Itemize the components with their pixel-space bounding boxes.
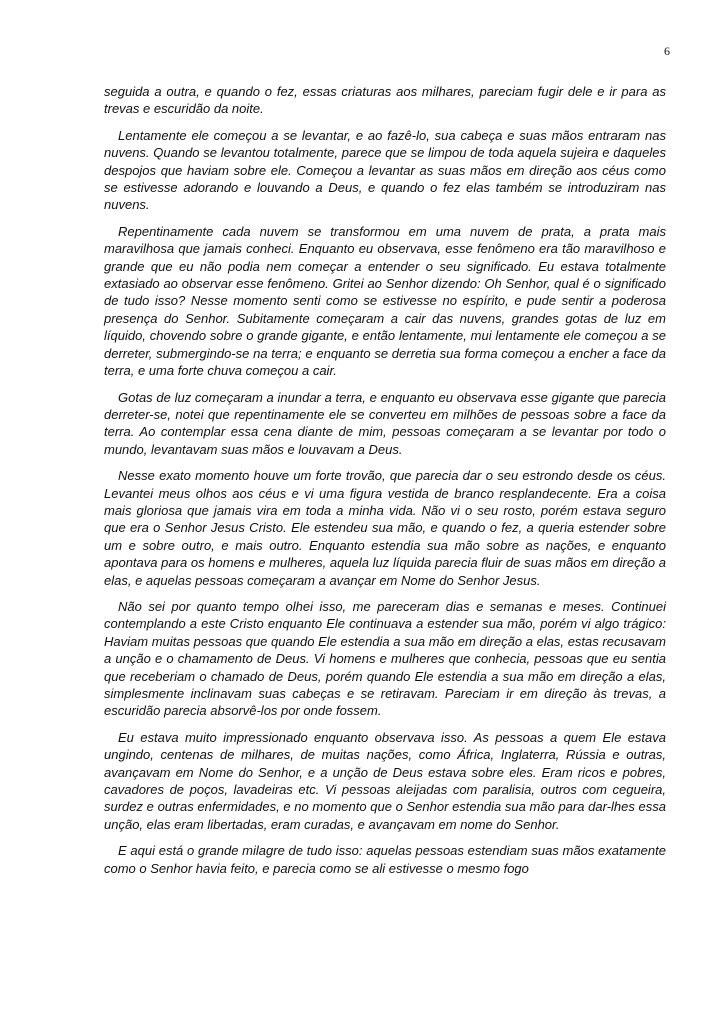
- page-number: 6: [664, 44, 670, 58]
- paragraph: E aqui está o grande milagre de tudo isso: aquelas pessoas estendiam suas mãos exatamente como o Senhor havia feito, e parecia como se ali estivesse o mesmo fogo: [104, 843, 666, 876]
- paragraph: Repentinamente cada nuvem se transformou em uma nuvem de prata, a prata mais maravilhosa que jamais conheci. Enquanto eu observava, esse fenômeno era tão maravilhoso e grande que eu não podia nem começar a entender o seu significado. Eu estava totalmente extasiado ao observar esse fenômeno. Gritei ao Senhor dizendo: Oh Senhor, qual é o significado de tudo isso? Nesse momento senti como se estivesse no espírito, e pude sentir a poderosa presença do Senhor. Subitamente começaram a cair das nuvens, grandes gotas de luz em líquido, chovendo sobre o grande gigante, e então lentamente, mui lentamente ele começou a se derreter, submergindo-se na terra; e enquanto se derretia sua forma começou a encher a face da terra, e uma forte chuva começou a cair.: [104, 223, 666, 379]
- paragraph: Não sei por quanto tempo olhei isso, me pareceram dias e semanas e meses. Continuei contemplando a este Cristo enquanto Ele continuava a estender sua mão, porém vi algo trágico: Haviam muitas pessoas que quando Ele estendia a sua mão em direção a elas, estas recusavam a unção e o chamamento de Deus. Vi homens e mulheres que conhecia, pessoas que eu sentia que receberiam o chamado de Deus, porém quando Ele estendia a sua mão em direção a elas, simplesmente inclinavam suas cabeças e se retiravam. Pareciam ir em direção às trevas, a escuridão parecia absorvê-los por onde fossem.: [104, 598, 666, 719]
- paragraph: seguida a outra, e quando o fez, essas criaturas aos milhares, pareciam fugir dele e ir para as trevas e escuridão da noite.: [104, 84, 666, 117]
- paragraph: Eu estava muito impressionado enquanto observava isso. As pessoas a quem Ele estava ungindo, centenas de milhares, de muitas nações, como África, Inglaterra, Rússia e outras, avançavam em Nome do Senhor, e a unção de Deus estava sobre eles. Eram ricos e pobres, cavadores de poços, lavadeiras etc. Vi pessoas aleijadas com paralisia, outros com cegueira, surdez e outras enfermidades, e no momento que o Senhor estendia sua mão para dar-lhes essa unção, elas eram libertadas, eram curadas, e avançavam em nome do Senhor.: [104, 729, 666, 832]
- document-body: [104, 83, 666, 886]
- paragraph: Gotas de luz começaram a inundar a terra, e enquanto eu observava esse gigante que parecia derreter-se, notei que repentinamente ele se converteu em milhões de pessoas sobre a face da terra. Ao contemplar essa cena diante de mim, pessoas começaram a se levantar por todo o mundo, levantavam suas mãos e louvavam a Deus.: [104, 389, 666, 457]
- paragraph: Nesse exato momento houve um forte trovão, que parecia dar o seu estrondo desde os céus. Levantei meus olhos aos céus e vi uma figura vestida de branco resplandecente. Era a coisa mais gloriosa que jamais vira em toda a minha vida. Não vi o seu rosto, porém estava seguro que era o Senhor Jesus Cristo. Ele estendeu sua mão, e quando o fez, a queria estender sobre um e sobre outro, e mais outro. Enquanto estendia sua mão sobre as nações, e enquanto apontava para os homens e mulheres, aquela luz líquida parecia fluir de suas mãos em direção a elas, e aquelas pessoas começaram a avançar em Nome do Senhor Jesus.: [104, 468, 666, 588]
- paragraph: Lentamente ele começou a se levantar, e ao fazê-lo, sua cabeça e suas mãos entraram nas nuvens. Quando se levantou totalmente, parece que se limpou de toda aquela sujeira e daqueles despojos que haviam sobre ele. Começou a levantar as suas mãos em direção aos céus como se estivesse adorando e louvando a Deus, e quando o fez elas também se introduziram nas nuvens.: [104, 127, 666, 213]
